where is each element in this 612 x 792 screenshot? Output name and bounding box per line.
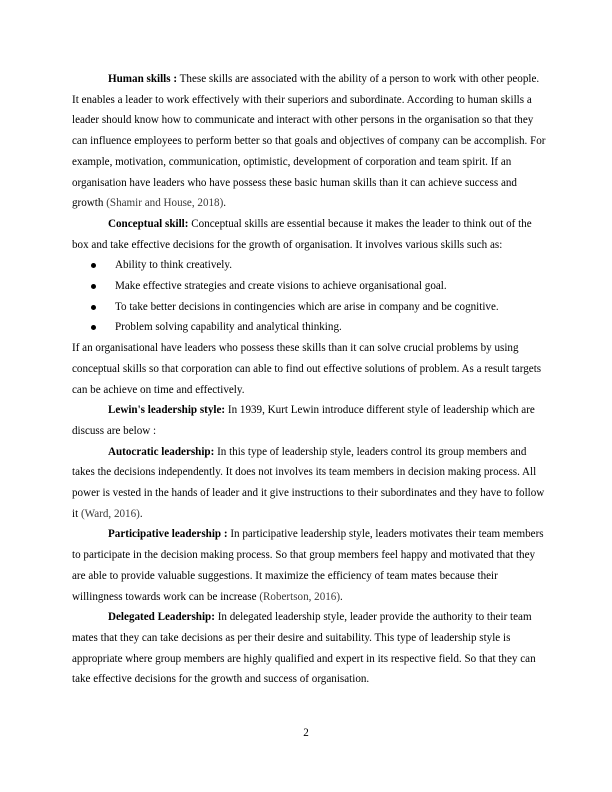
citation-ward: (Ward, 2016) bbox=[80, 507, 140, 520]
heading-conceptual-skill: Conceptual skill: bbox=[108, 217, 189, 230]
bullet-icon bbox=[91, 305, 96, 310]
heading-autocratic: Autocratic leadership: bbox=[108, 445, 215, 458]
bullet-icon bbox=[91, 325, 96, 330]
heading-participative: Participative leadership : bbox=[108, 528, 228, 541]
paragraph-delegated bbox=[72, 607, 548, 690]
sentence-end: . bbox=[223, 197, 227, 210]
citation-shamir-house: (Shamir and House, 2018) bbox=[106, 197, 224, 210]
paragraph-autocratic bbox=[72, 442, 548, 525]
paragraph-lewin-style bbox=[72, 400, 548, 441]
page-number: 2 bbox=[303, 727, 309, 739]
list-item bbox=[72, 255, 548, 276]
text-autocratic: In this type of leadership style, leaders control its group members and takes the decisions independently. It does not involves its team members in decision making process. All power is vested in the hands of leader and it give instructions to their subordinates and they have to follow it bbox=[72, 445, 545, 520]
body-text bbox=[72, 69, 548, 690]
paragraph-conceptual-conclusion: If an organisational have leaders who possess these skills than it can solve crucial problems by using conceptual skills so that corporation can able to find out effective solutions of problem. As a result targets can be achieve on time and effectively. bbox=[72, 342, 542, 396]
text-human-skills: These skills are associated with the ability of a person to work with other people. It enables a leader to work effectively with their superiors and subordinate. According to human skills a leader should know how to communicate and interact with other persons in the organisation so that they can influence employees to perform better so that goals and objectives of company can be accomplish. For example, motivation, communication, optimistic, development of corporation and team spirit. If an organisation have leaders who have possess these basic human skills than it can achieve success and growth bbox=[72, 73, 546, 210]
conceptual-skills-list bbox=[72, 255, 548, 338]
list-item-text: To take better decisions in contingencies which are arise in company and be cognitive. bbox=[115, 300, 499, 313]
heading-human-skills: Human skills : bbox=[108, 73, 178, 85]
text-lewin-style: In 1939, Kurt Lewin introduce different style of leadership which are discuss are below : bbox=[72, 404, 535, 437]
sentence-end: . bbox=[340, 590, 343, 603]
list-item bbox=[72, 297, 548, 318]
bullet-icon bbox=[91, 263, 96, 268]
list-item-text: Problem solving capability and analytical thinking. bbox=[115, 321, 342, 334]
text-conceptual-skill: Conceptual skills are essential because it makes the leader to think out of the box and take effective decisions for the growth of organisation. It involves various skills such as: bbox=[72, 217, 532, 251]
list-item bbox=[72, 317, 548, 338]
paragraph-participative bbox=[72, 524, 548, 607]
bullet-icon bbox=[91, 284, 96, 289]
text-delegated: In delegated leadership style, leader provide the authority to their team mates that they can take decisions as per their desire and suitability. This type of leadership style is appropriate where group members are highly qualified and expert in its respective field. So that they can take effective decisions for the growth and success of organisation. bbox=[72, 611, 536, 686]
text-participative: In participative leadership style, leaders motivates their team members to participate in the decision making process. So that group members feel happy and motivated that they are able to provide valuable suggestions. It maximize the efficiency of team mates because their willingness towards work can be increase bbox=[72, 528, 544, 603]
paragraph-conceptual-skill bbox=[72, 214, 548, 255]
list-item-text: Ability to think creatively. bbox=[115, 259, 232, 272]
list-item bbox=[72, 276, 548, 297]
sentence-end: . bbox=[139, 507, 143, 520]
list-item-text: Make effective strategies and create visions to achieve organisational goal. bbox=[115, 280, 447, 293]
citation-robertson: (Robertson, 2016) bbox=[259, 590, 341, 603]
heading-delegated: Delegated Leadership: bbox=[108, 611, 215, 624]
paragraph-human-skills bbox=[72, 69, 548, 214]
heading-lewin-style: Lewin's leadership style: bbox=[108, 404, 226, 417]
